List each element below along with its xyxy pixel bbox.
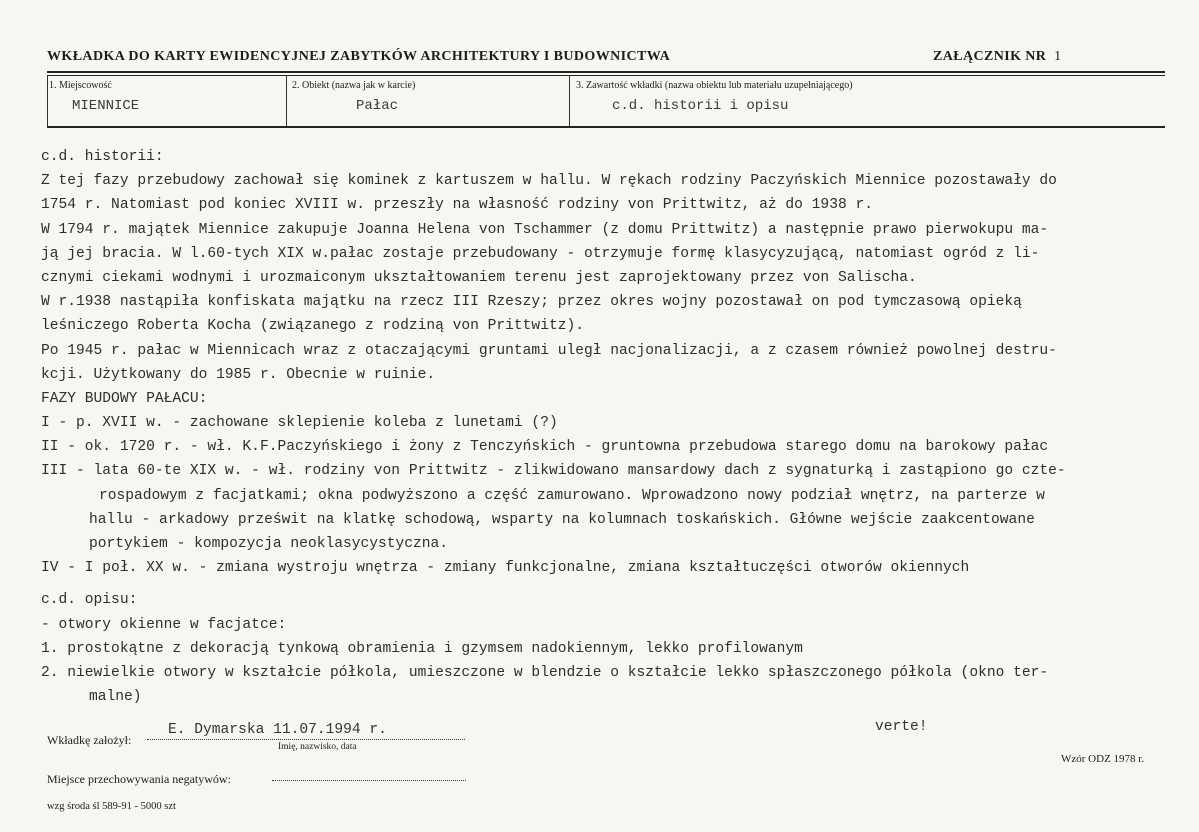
text-line: c.d. opisu: — [41, 592, 138, 609]
text-line: I - p. XVII w. - zachowane sklepienie koleba z lunetami (?) — [41, 415, 558, 432]
text-line — [41, 580, 1181, 588]
text-line: 1. prostokątne z dekoracją tynkową obramienia i gzymsem nadokiennym, lekko profilowanym — [41, 640, 803, 657]
attachment-label: ZAŁĄCZNIK NR — [933, 49, 1047, 64]
field-divider-3 — [569, 76, 570, 128]
verte-note: verte! — [875, 719, 928, 735]
text-line: W r.1938 nastąpiła konfiskata majątku na rzecz III Rzeszy; przez okres wojny pozostawał on pod tymczasową opieką — [41, 294, 1022, 311]
text-line: rospadowym z facjatkami; okna podwyższono a część zamurowano. Wprowadzono nowy podział wnętrz, na parterze w — [99, 487, 1045, 504]
text-line: 1754 r. Natomiast pod koniec XVIII w. przeszły na własność rodziny von Prittwitz, aż do 1938 r. — [41, 197, 873, 214]
negatives-dotted-line — [272, 780, 466, 781]
text-line: c.d. historii: — [41, 149, 164, 165]
author-caption: Imię, nazwisko, data — [278, 742, 357, 752]
text-line: leśniczego Roberta Kocha (związanego z rodziną von Prittwitz). — [41, 318, 584, 335]
header-rule-bottom — [47, 126, 1165, 128]
card-title: WKŁADKA DO KARTY EWIDENCYJNEJ ZABYTKÓW ARCHITEKTURY I BUDOWNICTWA — [47, 49, 671, 64]
attachment-value: 1 — [1054, 49, 1062, 64]
negatives-storage-label: Miejsce przechowywania negatywów: — [47, 772, 231, 786]
text-line: cznymi ciekami wodnymi i urozmaiconym ukształtowaniem terenu jest zaprojektowany przez von Salischa. — [41, 269, 917, 286]
field-locality-label: 1. Miejscowość — [49, 80, 112, 91]
author-dotted-line — [147, 739, 465, 740]
text-line: III - lata 60-te XIX w. - wł. rodziny von Prittwitz - zlikwidowano mansardowy dach z sygnaturką i zastąpiono go czte- — [41, 463, 1066, 480]
field-object-label: 2. Obiekt (nazwa jak w karcie) — [292, 80, 416, 91]
author-label: Wkładkę założył: — [47, 733, 132, 747]
attachment-number — [933, 49, 1062, 65]
form-model: Wzór ODZ 1978 r. — [1061, 753, 1145, 765]
text-line: - otwory okienne w facjatce: — [41, 616, 287, 633]
text-line: ją jej bracia. W l.60-tych XIX w.pałac zostaje przebudowany - otrzymuje formę klasycyzującą, natomiast ogród z li- — [41, 245, 1040, 262]
author-value: E. Dymarska 11.07.1994 r. — [168, 722, 387, 738]
field-locality-value: MIENNICE — [72, 98, 140, 114]
field-divider-2 — [286, 76, 287, 128]
field-object-value: Pałac — [356, 98, 399, 114]
text-line: FAZY BUDOWY PAŁACU: — [41, 390, 208, 407]
text-line: Po 1945 r. pałac w Miennicach wraz z otaczającymi gruntami uległ nacjonalizacji, a z czasem również powolnej destru- — [41, 342, 1057, 359]
text-line: portykiem - kompozycja neoklasycystyczna. — [89, 536, 449, 552]
header-rule-thin — [47, 75, 1165, 76]
field-content-value: c.d. historii i opisu — [612, 98, 789, 114]
text-line: hallu - arkadowy prześwit na klatkę schodową, wsparty na kolumnach toskańskich. Główne wejście zaakcentowane — [89, 511, 1035, 528]
text-line: Z tej fazy przebudowy zachował się kominek z kartuszem w hallu. W rękach rodziny Paczyńskich Miennice pozostawały do — [41, 173, 1057, 190]
text-line: malne) — [89, 689, 142, 706]
field-divider-1 — [47, 76, 48, 128]
text-line: IV - I poł. XX w. - zmiana wystroju wnętrza - zmiany funkcjonalne, zmiana kształtuczęści otworów okiennych — [41, 560, 970, 577]
text-line: 2. niewielkie otwory w kształcie półkola, umieszczone w blendzie o kształcie lekko spłaszczonego półkola (okno ter- — [41, 664, 1049, 681]
typed-text-body — [41, 145, 1181, 709]
text-line: II - ok. 1720 r. - wł. K.F.Paczyńskiego i żony z Tenczyńskich - gruntowna przebudowa starego domu na barokowy pałac — [41, 439, 1049, 456]
header-rule-top — [47, 71, 1165, 73]
text-line: kcji. Użytkowany do 1985 r. Obecnie w ruinie. — [41, 366, 436, 383]
field-content-label: 3. Zawartość wkładki (nazwa obiektu lub materiału uzupełniającego) — [576, 80, 853, 91]
print-info: wzg środa śl 589-91 - 5000 szt — [47, 801, 176, 812]
text-line: W 1794 r. majątek Miennice zakupuje Joanna Helena von Tschammer (z domu Prittwitz) a następnie prawo pierwokupu ma- — [41, 221, 1049, 238]
